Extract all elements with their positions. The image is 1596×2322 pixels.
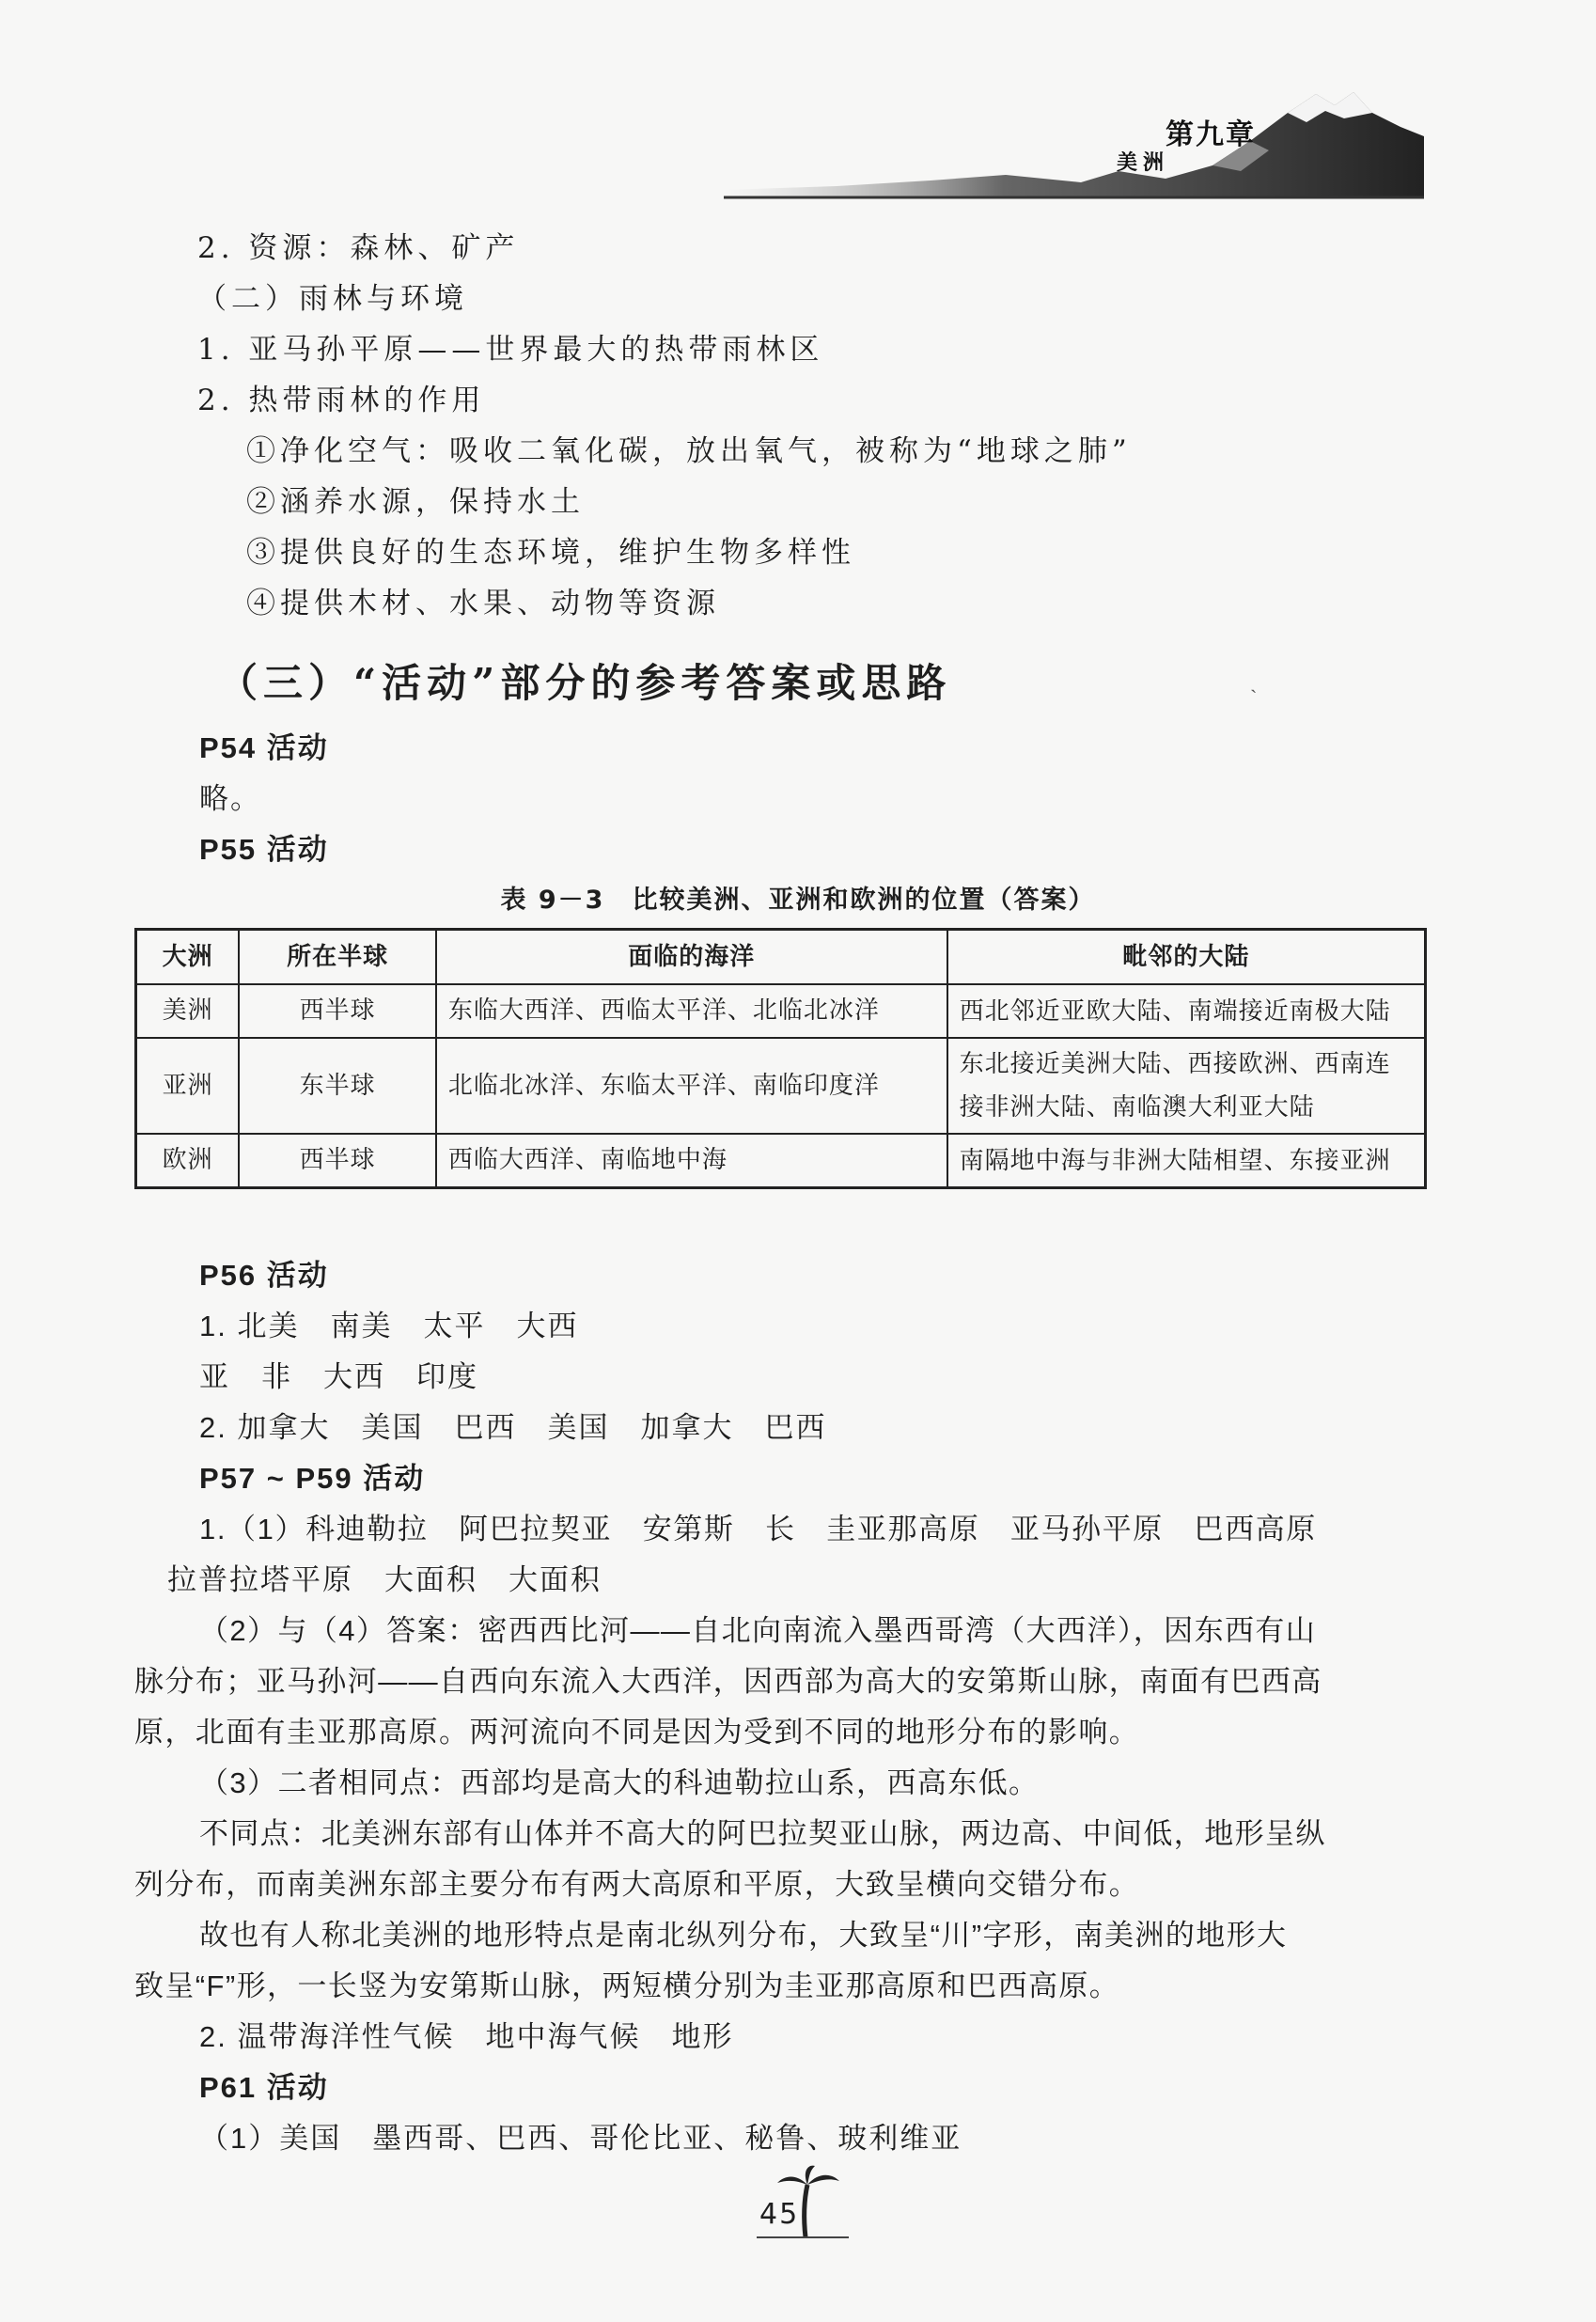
rainforest-role-1: ①净化空气：吸收二氧化碳，放出氧气，被称为“地球之肺” <box>246 434 1132 468</box>
p57-line-8: 列分布，而南美洲东部主要分布有两大高原和平原，大致呈横向交错分布。 <box>134 1868 1140 1901</box>
p56-line-1: 1. 北美 南美 太平 大西 <box>199 1310 579 1342</box>
table-header-row <box>136 930 1426 985</box>
cell-hemisphere: 东半球 <box>239 1038 436 1134</box>
cell-hemisphere: 西半球 <box>239 1134 436 1188</box>
chapter-subtitle: 美洲 <box>1117 150 1170 175</box>
p57-line-11: 2. 温带海洋性气候 地中海气候 地形 <box>199 2020 734 2053</box>
section-heading: （三）“活动”部分的参考答案或思路 <box>218 660 952 706</box>
p57-line-6: （3）二者相同点：西部均是高大的科迪勒拉山系，西高东低。 <box>199 1766 1040 1799</box>
mountain-header-illustration <box>724 85 1424 202</box>
cell-continent: 亚洲 <box>136 1038 240 1134</box>
comparison-table <box>134 928 1427 1189</box>
p57-title: P57 ~ P59 活动 <box>199 1462 426 1495</box>
table-row <box>136 1038 1426 1134</box>
p54-text: 略。 <box>199 782 261 815</box>
cell-continent: 美洲 <box>136 984 240 1038</box>
p56-title: P56 活动 <box>199 1259 329 1292</box>
p57-line-5: 原，北面有圭亚那高原。两河流向不同是因为受到不同的地形分布的影响。 <box>134 1716 1140 1749</box>
p57-line-1: 1.（1）科迪勒拉 阿巴拉契亚 安第斯 长 圭亚那高原 亚马孙平原 巴西高原 <box>199 1513 1317 1545</box>
p55-title: P55 活动 <box>199 833 329 866</box>
p56-line-3: 2. 加拿大 美国 巴西 美国 加拿大 巴西 <box>199 1411 827 1444</box>
p57-line-3: （2）与（4）答案：密西西比河——自北向南流入墨西哥湾（大西洋），因东西有山 <box>199 1614 1317 1647</box>
header-continent: 大洲 <box>136 930 240 985</box>
rainforest-point-2: 2. 热带雨林的作用 <box>197 384 486 417</box>
page-number: 45 <box>759 2198 800 2231</box>
p57-line-4: 脉分布；亚马孙河——自西向东流入大西洋，因西部为高大的安第斯山脉，南面有巴西高 <box>134 1665 1322 1698</box>
p57-line-10: 致呈“F”形，一长竖为安第斯山脉，两短横分别为圭亚那高原和巴西高原。 <box>134 1969 1120 2002</box>
cell-oceans: 西临大西洋、南临地中海 <box>436 1134 947 1188</box>
p54-title: P54 活动 <box>199 731 329 764</box>
p61-title: P61 活动 <box>199 2071 329 2104</box>
p57-line-9: 故也有人称北美洲的地形特点是南北纵列分布，大致呈“川”字形，南美洲的地形大 <box>199 1919 1288 1952</box>
header-neighbors: 毗邻的大陆 <box>947 930 1426 985</box>
cell-neighbors: 东北接近美洲大陆、西接欧洲、西南连接非洲大陆、南临澳大利亚大陆 <box>947 1038 1426 1134</box>
p56-line-2: 亚 非 大西 印度 <box>199 1360 478 1393</box>
p57-line-2: 拉普拉塔平原 大面积 大面积 <box>167 1563 602 1596</box>
resources-line: 2. 资源：森林、矿产 <box>197 231 520 265</box>
rainforest-role-4: ④提供木材、水果、动物等资源 <box>246 587 720 620</box>
rainforest-role-3: ③提供良好的生态环境，维护生物多样性 <box>246 536 855 570</box>
cell-continent: 欧洲 <box>136 1134 240 1188</box>
table-row <box>136 1134 1426 1188</box>
cell-hemisphere: 西半球 <box>239 984 436 1038</box>
table-caption: 表 9－3 比较美洲、亚洲和欧洲的位置（答案） <box>500 886 1096 915</box>
cell-neighbors: 南隔地中海与非洲大陆相望、东接亚洲 <box>947 1134 1426 1188</box>
table-row <box>136 984 1426 1038</box>
cell-neighbors: 西北邻近亚欧大陆、南端接近南极大陆 <box>947 984 1426 1038</box>
rainforest-point-1: 1. 亚马孙平原——世界最大的热带雨林区 <box>197 333 824 367</box>
stray-mark: ˏ <box>1250 670 1258 694</box>
p57-line-7: 不同点：北美洲东部有山体并不高大的阿巴拉契亚山脉，两边高、中间低，地形呈纵 <box>199 1817 1326 1850</box>
rainforest-subsection: （二）雨林与环境 <box>197 282 468 316</box>
chapter-title: 第九章 <box>1166 118 1256 151</box>
cell-oceans: 东临大西洋、西临太平洋、北临北冰洋 <box>436 984 947 1038</box>
rainforest-role-2: ②涵养水源，保持水土 <box>246 485 585 519</box>
header-oceans: 面临的海洋 <box>436 930 947 985</box>
header-hemisphere: 所在半球 <box>239 930 436 985</box>
p61-line-1: （1）美国 墨西哥、巴西、哥伦比亚、秘鲁、玻利维亚 <box>199 2122 962 2155</box>
cell-oceans: 北临北冰洋、东临太平洋、南临印度洋 <box>436 1038 947 1134</box>
